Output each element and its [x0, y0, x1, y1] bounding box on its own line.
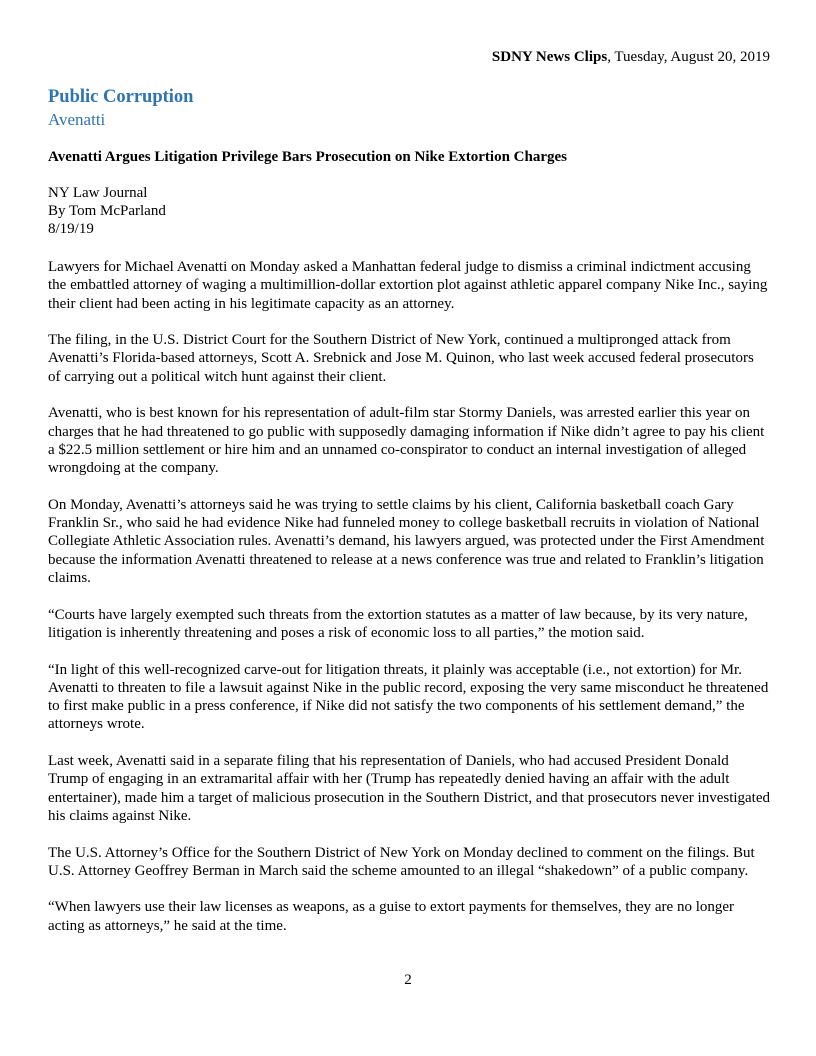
- article-paragraph: The filing, in the U.S. District Court for the Southern District of New York, continued a multipronged attack from Avenatti’s Florida-based attorneys, Scott A. Srebnick and Jose M. Quinon, who last week accused federal prosecutors of carrying out a political witch hunt against their client.: [48, 332, 754, 385]
- article-paragraph: Last week, Avenatti said in a separate filing that his representation of Daniels, who had accused President Donald Trump of engaging in an extramarital affair with her (Trump has repeatedly denied having an affair with the adult entertainer), made him a target of malicious prosecution in the Southern District, and that prosecutors never investigated his claims against Nike.: [48, 753, 771, 824]
- article-paragraph: The U.S. Attorney’s Office for the Southern District of New York on Monday declined to comment on the filings. But U.S. Attorney Geoffrey Berman in March said the scheme amounted to an illegal “shakedown” of a public company.: [48, 844, 755, 879]
- article-byline: By Tom McParland: [48, 203, 166, 219]
- section-title: Public Corruption: [48, 87, 194, 107]
- article-paragraph: Avenatti, who is best known for his representation of adult-film star Stormy Daniels, was arrested earlier this year on charges that he had threatened to go public with supposedly damaging information if Nike didn’t agree to pay his client a $22.5 million settlement or hire him and an unnamed co-conspirator to conduct an internal investigation of alleged wrongdoing at the company.: [48, 405, 765, 477]
- subsection-title: Avenatti: [48, 110, 106, 129]
- article-paragraph: “When lawyers use their law licenses as weapons, as a guise to extort payments for themselves, they are no longer acting as attorneys,” he said at the time.: [48, 899, 735, 934]
- page-number: 2: [404, 972, 412, 988]
- publication-name: SDNY News Clips: [491, 49, 608, 65]
- header-date: , Tuesday, August 20, 2019: [607, 49, 770, 65]
- article-paragraph: Lawyers for Michael Avenatti on Monday asked a Manhattan federal judge to dismiss a criminal indictment accusing the embattled attorney of waging a multimillion-dollar extortion plot against athletic apparel company Nike Inc., saying their client had been acting in his legitimate capacity as an attorney.: [48, 259, 768, 312]
- article-paragraph: “Courts have largely exempted such threats from the extortion statutes as a matter of law because, by its very nature, litigation is inherently threatening and poses a risk of economic loss to all parties,” the motion said.: [48, 606, 748, 641]
- article-paragraph: On Monday, Avenatti’s attorneys said he was trying to settle claims by his client, California basketball coach Gary Franklin Sr., who said he had evidence Nike had funneled money to college basketball recruits in violation of National Collegiate Athletic Association rules. Avenatti’s demand, his lawyers argued, was protected under the First Amendment because the information Avenatti threatened to release at a news conference was true and related to Franklin’s litigation claims.: [48, 496, 765, 587]
- article-source: NY Law Journal: [48, 185, 148, 201]
- article-body: [48, 258, 770, 953]
- article-date: 8/19/19: [48, 221, 94, 237]
- page-header: [492, 48, 770, 66]
- article-headline: Avenatti Argues Litigation Privilege Bars Prosecution on Nike Extortion Charges: [48, 149, 567, 165]
- article-paragraph: “In light of this well-recognized carve-out for litigation threats, it plainly was acceptable (i.e., not extortion) for Mr. Avenatti to threaten to file a lawsuit against Nike in the public record, exposing the very same misconduct he threatened to first make public in a press conference, if Nike did not satisfy the two components of his settlement demand,” the attorneys wrote.: [48, 661, 769, 733]
- article-meta: [48, 184, 166, 238]
